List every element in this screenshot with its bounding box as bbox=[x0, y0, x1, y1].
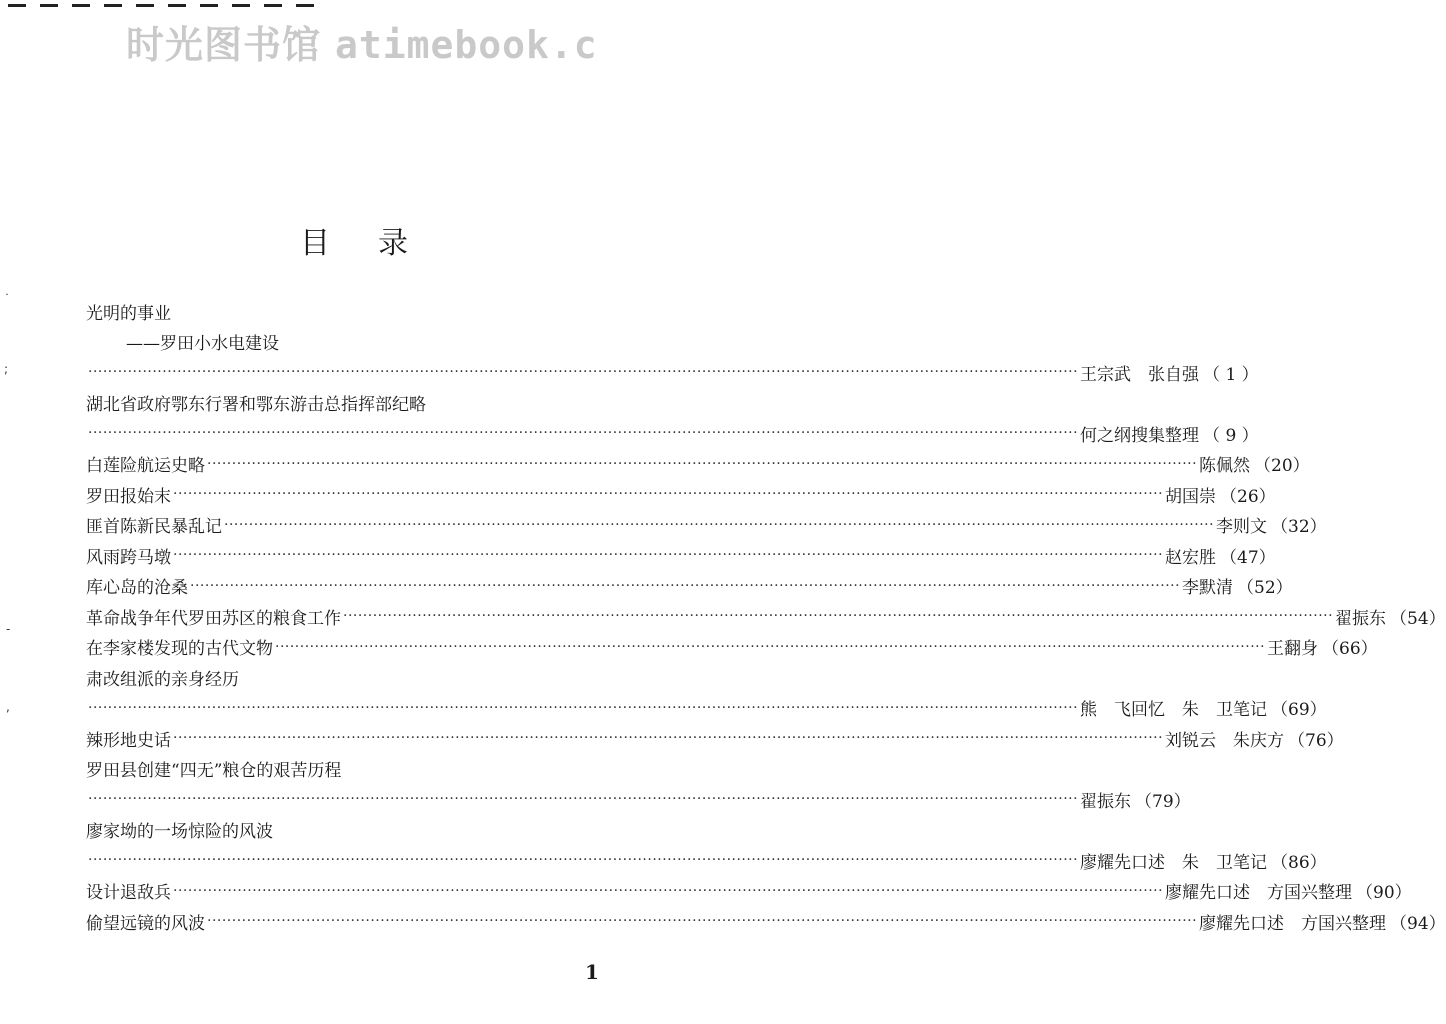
entry-author: 胡国崇 bbox=[1165, 486, 1217, 507]
entry-page: （47） bbox=[1220, 547, 1276, 568]
entry-author: 李则文 bbox=[1216, 517, 1268, 538]
entry-title: 匪首陈新民暴乱记 bbox=[86, 517, 222, 538]
leader-dots: ········································································································································································································ bbox=[173, 486, 1164, 503]
toc-line bbox=[86, 388, 638, 419]
entry-title: 湖北省政府鄂东行署和鄂东游击总指挥部纪略 bbox=[86, 395, 426, 416]
leader-dots: ········································································································································································································ bbox=[343, 608, 1334, 625]
entry-title: 辣形地史话 bbox=[86, 730, 171, 751]
entry-author: 熊 飞回忆 朱 卫笔记 bbox=[1080, 700, 1268, 721]
entry-title: 风雨跨马墩 bbox=[86, 547, 171, 568]
leader-dots: ········································································································································································································ bbox=[207, 913, 1198, 930]
leader-dots: ········································································································································································································ bbox=[207, 455, 1198, 472]
toc-line bbox=[86, 357, 1259, 388]
margin-mark: ˙ bbox=[4, 292, 10, 306]
entry-page: （26） bbox=[1220, 486, 1276, 507]
entry-title: 肃改组派的亲身经历 bbox=[86, 669, 239, 690]
toc-line bbox=[86, 632, 1378, 663]
page-title: 目录 bbox=[300, 226, 456, 261]
leader-dots: ········································································································································································································ bbox=[88, 791, 1079, 808]
entry-page: （66） bbox=[1322, 639, 1378, 660]
entry-page: （52） bbox=[1237, 578, 1293, 599]
toc-line bbox=[86, 906, 1446, 937]
toc-line bbox=[86, 845, 1327, 876]
entry-subtitle: ——罗田小水电建设 bbox=[126, 334, 279, 355]
entry-author: 陈佩然 bbox=[1199, 456, 1251, 477]
toc-line bbox=[86, 540, 1276, 571]
entry-title: 设计退敌兵 bbox=[86, 883, 171, 904]
entry-title: 偷望远镜的风波 bbox=[86, 913, 205, 934]
entry-author: 翟振东 bbox=[1080, 791, 1132, 812]
toc-line bbox=[86, 510, 1327, 541]
entry-author: 何之纲搜集整理 bbox=[1080, 425, 1200, 446]
entry-author: 王翻身 bbox=[1267, 639, 1319, 660]
leader-dots: ········································································································································································································ bbox=[88, 852, 1079, 869]
leader-dots: ········································································································································································································ bbox=[88, 425, 1079, 442]
entry-title: 罗田报始末 bbox=[86, 486, 171, 507]
entry-page: （ 1 ） bbox=[1203, 364, 1259, 385]
toc-line bbox=[86, 723, 1344, 754]
leader-dots: ········································································································································································································ bbox=[173, 882, 1164, 899]
toc-line bbox=[86, 815, 638, 846]
margin-mark: , bbox=[6, 700, 10, 714]
entry-title: 罗田县创建“四无”粮仓的艰苦历程 bbox=[86, 761, 342, 782]
watermark-cn: 时光图书馆 bbox=[126, 23, 322, 67]
entry-author: 赵宏胜 bbox=[1165, 547, 1217, 568]
table-of-contents bbox=[86, 296, 1446, 937]
toc-line bbox=[86, 449, 1310, 480]
toc-line bbox=[86, 601, 1446, 632]
leader-dots: ········································································································································································································ bbox=[173, 730, 1164, 747]
leader-dots: ········································································································································································································ bbox=[190, 577, 1181, 594]
top-edge-dashes bbox=[8, 4, 314, 7]
entry-page: （94） bbox=[1390, 913, 1446, 934]
leader-dots: ········································································································································································································ bbox=[224, 516, 1215, 533]
toc-line bbox=[86, 876, 1412, 907]
entry-page: （20） bbox=[1254, 456, 1310, 477]
entry-page: （90） bbox=[1356, 883, 1412, 904]
toc-line bbox=[86, 479, 1276, 510]
entry-page: （54） bbox=[1390, 608, 1446, 629]
entry-author: 刘锐云 朱庆方 bbox=[1165, 730, 1285, 751]
entry-page: （ 9 ） bbox=[1203, 425, 1259, 446]
toc-line bbox=[86, 662, 638, 693]
margin-mark: - bbox=[6, 622, 11, 636]
watermark bbox=[126, 14, 598, 69]
watermark-latin: atimebook.c bbox=[335, 23, 598, 67]
entry-page: （79） bbox=[1135, 791, 1191, 812]
entry-author: 廖耀先口述 方国兴整理 bbox=[1165, 883, 1353, 904]
toc-line bbox=[86, 754, 638, 785]
entry-title: 廖家坳的一场惊险的风波 bbox=[86, 822, 273, 843]
leader-dots: ········································································································································································································ bbox=[173, 547, 1164, 564]
entry-author: 翟振东 bbox=[1335, 608, 1387, 629]
toc-line bbox=[86, 327, 638, 358]
toc-line bbox=[86, 693, 1327, 724]
entry-author: 王宗武 张自强 bbox=[1080, 364, 1200, 385]
toc-line bbox=[86, 784, 1191, 815]
leader-dots: ········································································································································································································ bbox=[88, 364, 1079, 381]
entry-page: （86） bbox=[1271, 852, 1327, 873]
page-number: 1 bbox=[585, 960, 599, 984]
leader-dots: ········································································································································································································ bbox=[275, 638, 1266, 655]
margin-mark: ; bbox=[4, 362, 9, 376]
entry-title: 在李家楼发现的古代文物 bbox=[86, 639, 273, 660]
entry-page: （32） bbox=[1271, 517, 1327, 538]
entry-author: 李默清 bbox=[1182, 578, 1234, 599]
entry-author: 廖耀先口述 朱 卫笔记 bbox=[1080, 852, 1268, 873]
toc-line bbox=[86, 418, 1259, 449]
entry-title: 白莲险航运史略 bbox=[86, 456, 205, 477]
entry-title: 革命战争年代罗田苏区的粮食工作 bbox=[86, 608, 341, 629]
entry-author: 廖耀先口述 方国兴整理 bbox=[1199, 913, 1387, 934]
entry-title: 光明的事业 bbox=[86, 303, 171, 324]
entry-page: （69） bbox=[1271, 700, 1327, 721]
entry-page: （76） bbox=[1288, 730, 1344, 751]
leader-dots: ········································································································································································································ bbox=[88, 699, 1079, 716]
toc-line bbox=[86, 571, 1293, 602]
entry-title: 库心岛的沧桑 bbox=[86, 578, 188, 599]
toc-line bbox=[86, 296, 638, 327]
